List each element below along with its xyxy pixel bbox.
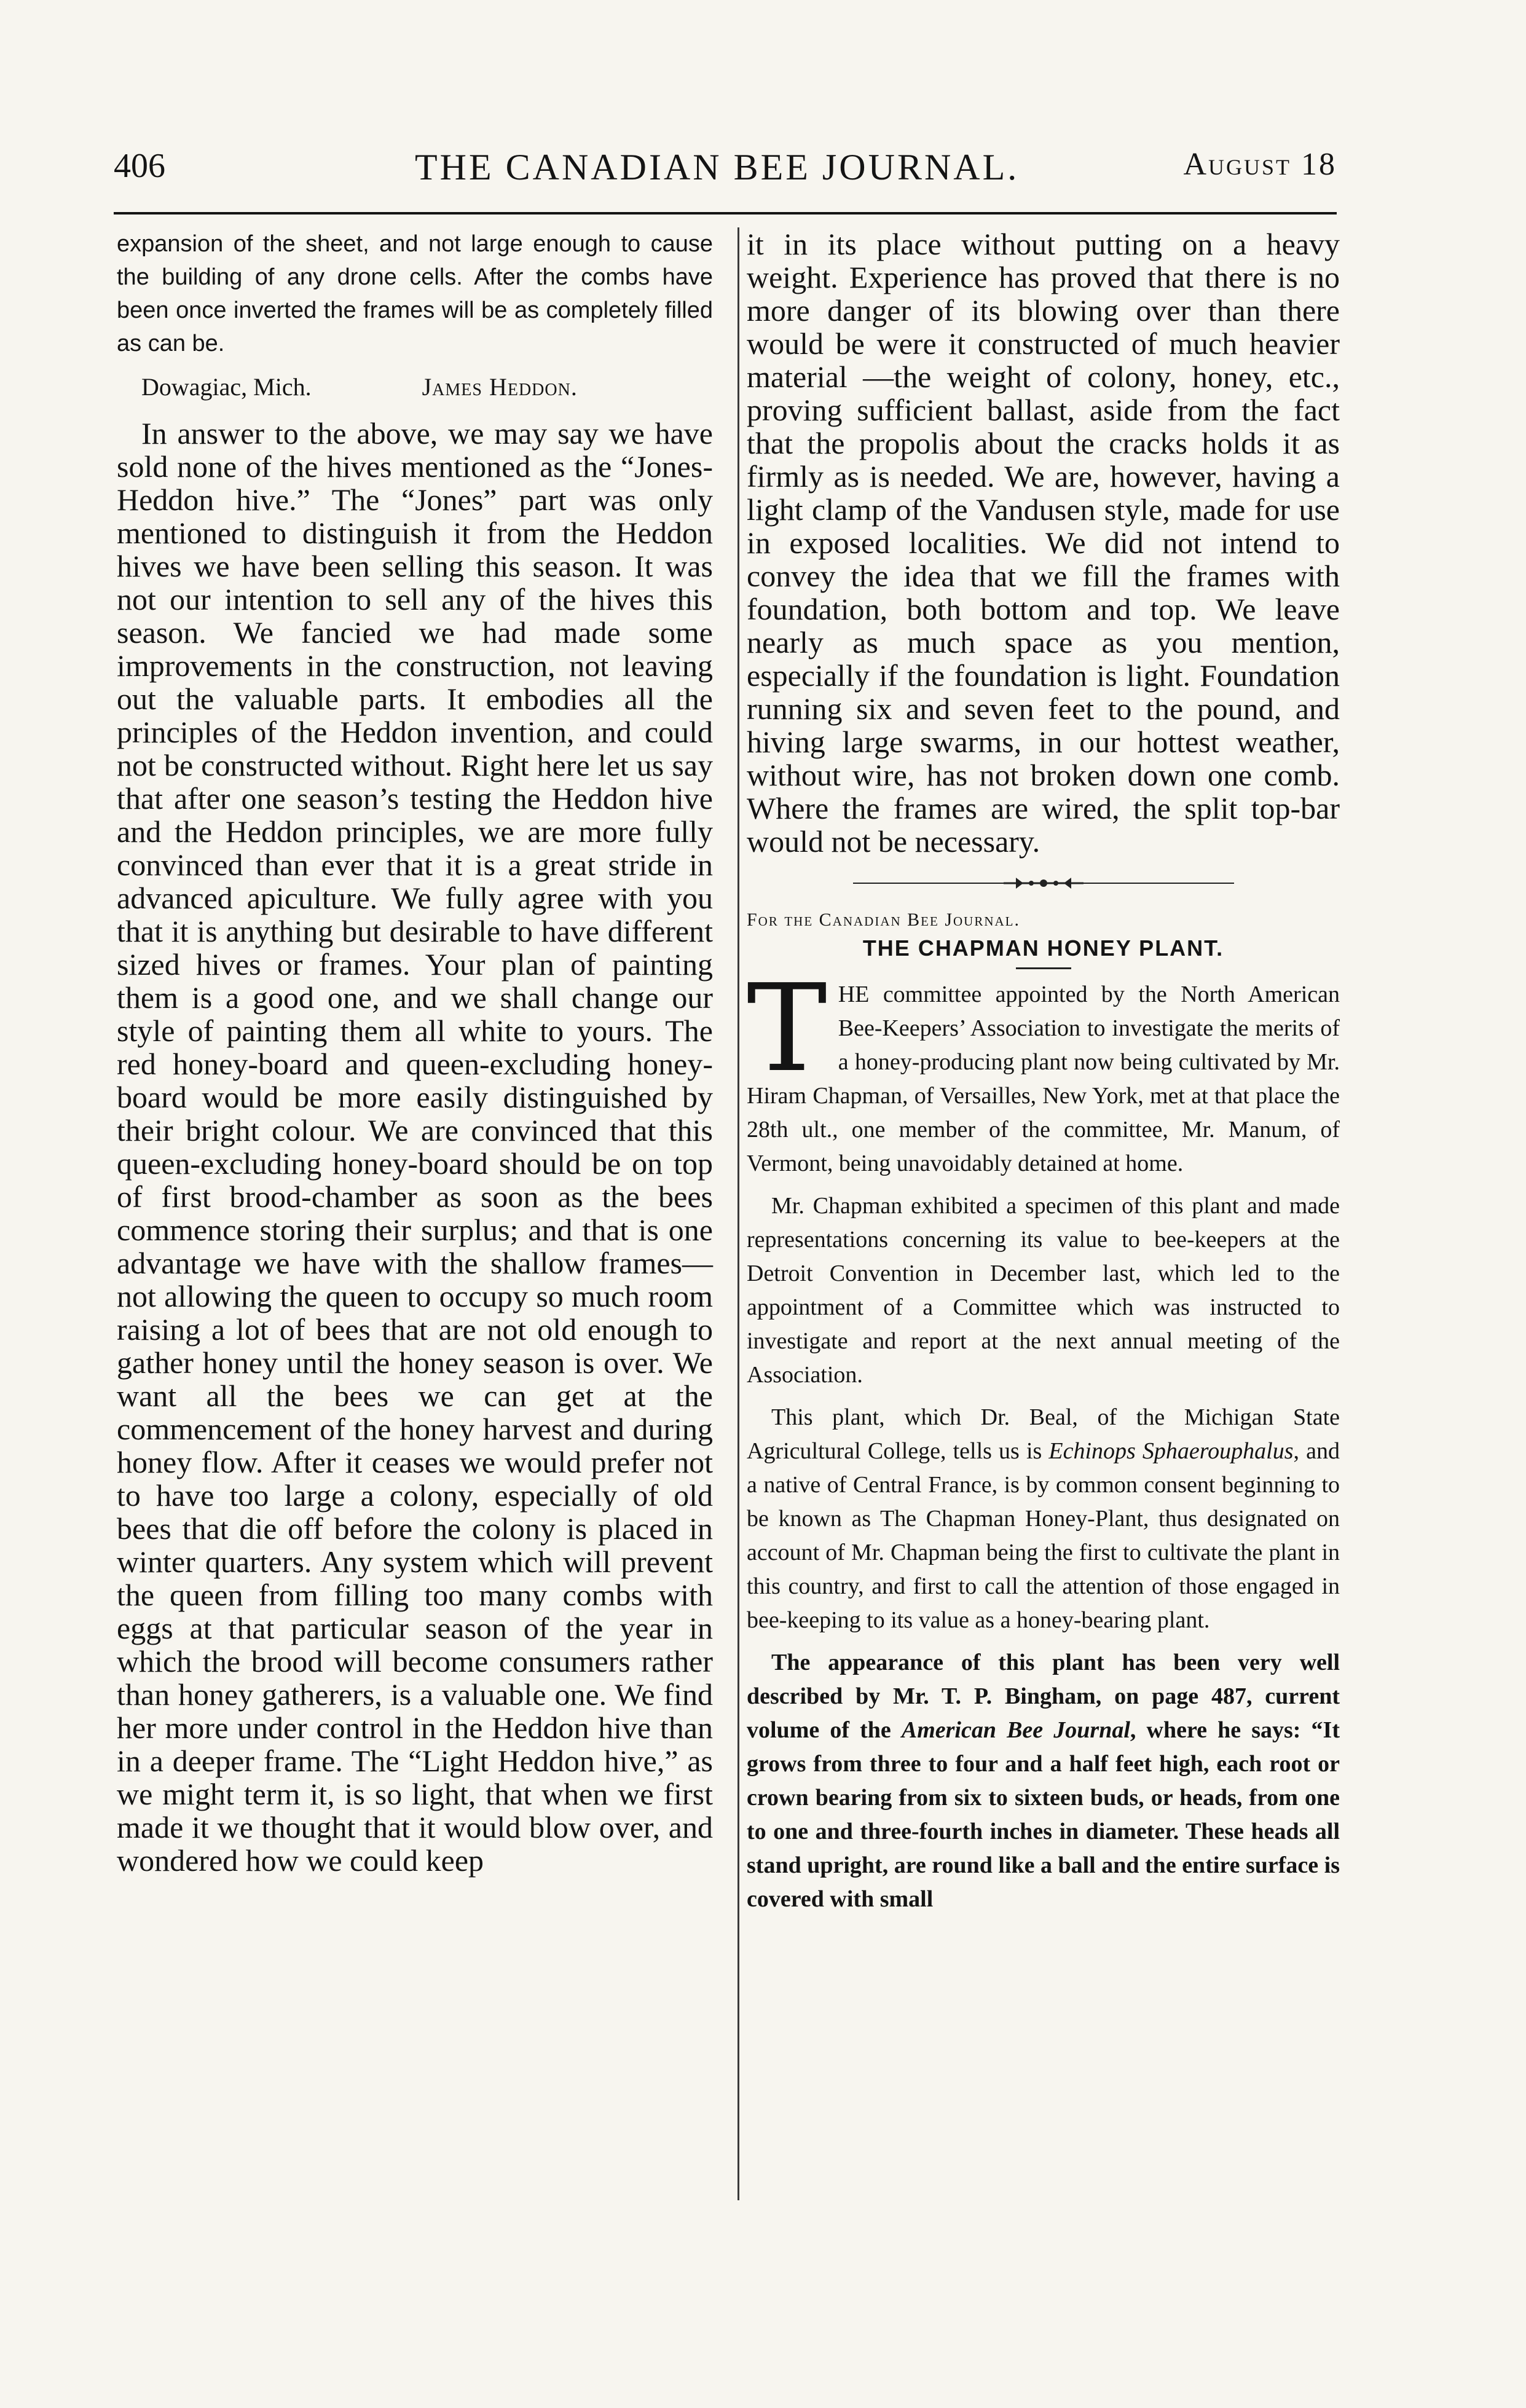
column-divider [737, 227, 739, 2200]
paragraph-3-text-b: , and a native of Central France, is by common consent beginning to be known as The Chapman Honey-Plant, thus designated on account of Mr. Chapman being the first to cultivate the plant in this country, and first to call the attention of those engaged in bee-keeping to its value as a honey-bearing plant. [747, 1438, 1340, 1633]
ornament-line-right [1084, 883, 1234, 884]
article-byline: For the Canadian Bee Journal. [747, 910, 1021, 930]
running-head [114, 146, 1337, 202]
species-name: Echinops Sphaerouphalus [1048, 1438, 1294, 1464]
issue-date: August 18 [1183, 147, 1337, 182]
page-number: 406 [114, 147, 165, 185]
header-rule [114, 212, 1337, 214]
editorial-reply: In answer to the above, we may say we have sold none of the hives mentioned as the “Jones-Heddon hive.” The “Jones” part was only mentioned to distinguish it from the Heddon hives we have been selling this season. It was not our intention to sell any of the hives this season. We fancied we had made some improvements in the construction, not leaving out the valuable parts. It embodies all the principles of the Heddon invention, and could not be constructed without. Right here let us say that after one season’s testing the Heddon hive and the Heddon principles, we are more fully convinced than ever that it is a great stride in advanced apiculture. We fully agree with you that it is anything but desirable to have different sized hives or frames. Your plan of painting them is a good one, and we shall change our style of painting them all white to yours. The red honey-board and queen-excluding honey-board would be more easily distinguished by their bright colour. We are convinced that this queen-excluding honey-board should be on top of first brood-chamber as soon as the bees commence storing their surplus; and that is one advantage we have with the shallow frames—not allowing the queen to occupy so much room raising a lot of bees that are not old enough to gather honey until the honey season is over. We want all the bees we can get at the commencement of the honey harvest and during honey flow. After it ceases we would prefer not to have too large a colony, especially of old bees that die off before the colony is placed in winter quarters. Any system which will prevent the queen from filling too many combs with eggs at that particular season of the year in which the brood will become consumers rather than honey gatherers, is a valuable one. We find her more under control in the Heddon hive than in a deeper frame. The “Light Heddon hive,” as we might term it, is so light, that when we first made it we thought that it would blow over, and wondered how we could keep [117, 416, 713, 1878]
left-column [117, 227, 713, 1877]
paragraph-3-text-a: This plant, which Dr. Beal, of the Michigan State Agricultural College, tells us is [747, 1404, 1340, 1464]
editorial-reply-continuation: it in its place without putting on a heavy weight. Experience has proved that there is no more danger of its blowing over than there would be were it constructed of much heavier material —the weight of colony, honey, etc., proving sufficient ballast, aside from the fact that the propolis about the cracks holds it as firmly as is needed. We are, however, having a light clamp of the Vandusen style, made for use in exposed localities. We did not intend to convey the idea that we fill the frames with foundation, both bottom and top. We leave nearly as much space as you mention, especially if the foundation is light. Foundation running six and seven feet to the pound, and hiving large swarms, in our hottest weather, without wire, has not broken down one comb. Where the frames are wired, the split top-bar would not be necessary. [747, 227, 1340, 859]
article-paragraph-4 [747, 1646, 1340, 1916]
drop-cap: T [747, 959, 827, 1099]
letter-continuation: expansion of the sheet, and not large enough to cause the building of any drone cells. After the combs have been once inverted the frames will be as completely filled as can be. [117, 231, 713, 356]
article-paragraph-3 [747, 1401, 1340, 1637]
right-column [747, 227, 1340, 1916]
signature-author: James Heddon. [422, 373, 578, 401]
signature-place: Dowagiac, Mich. [141, 373, 312, 401]
article-title: THE CHAPMAN HONEY PLANT. [862, 935, 1224, 961]
paragraph-1-text: HE committee appointed by the North American Bee-Keepers’ Association to investigate the merits of a honey-producing plant now being cultivated by Mr. Hiram Chapman, of Versailles, New York, met at that place the 28th ult., one member of the committee, Mr. Manum, of Vermont, being unavoidably detained at home. [747, 982, 1340, 1176]
title-rule [1016, 967, 1071, 969]
section-ornament [853, 874, 1234, 892]
ornament-flourish-icon [1004, 874, 1084, 892]
journal-title: THE CANADIAN BEE JOURNAL. [415, 147, 1020, 187]
ornament-line-left [853, 883, 1004, 884]
paragraph-4-text-a: The appearance of this plant has been very well described by Mr. T. P. Bingham, on page 487, current volume of the [747, 1650, 1340, 1743]
paragraph-4-text-b: , where he says: “It grows from three to four and a half feet high, each root or crown bearing from six to sixteen buds, or heads, from one to one and three-fourth inches in diameter. These heads all stand upright, are round like a ball and the entire surface is covered with small [747, 1717, 1340, 1912]
article-paragraph-1 [747, 959, 1340, 1181]
journal-reference: American Bee Journal [901, 1717, 1130, 1743]
letter-signature [117, 369, 713, 406]
article-paragraph-2: Mr. Chapman exhibited a specimen of this plant and made representations concerning its value to bee-keepers at the Detroit Convention in December last, which led to the appointment of a Committee which was instructed to investigate and report at the next annual meeting of the Association. [747, 1193, 1340, 1388]
